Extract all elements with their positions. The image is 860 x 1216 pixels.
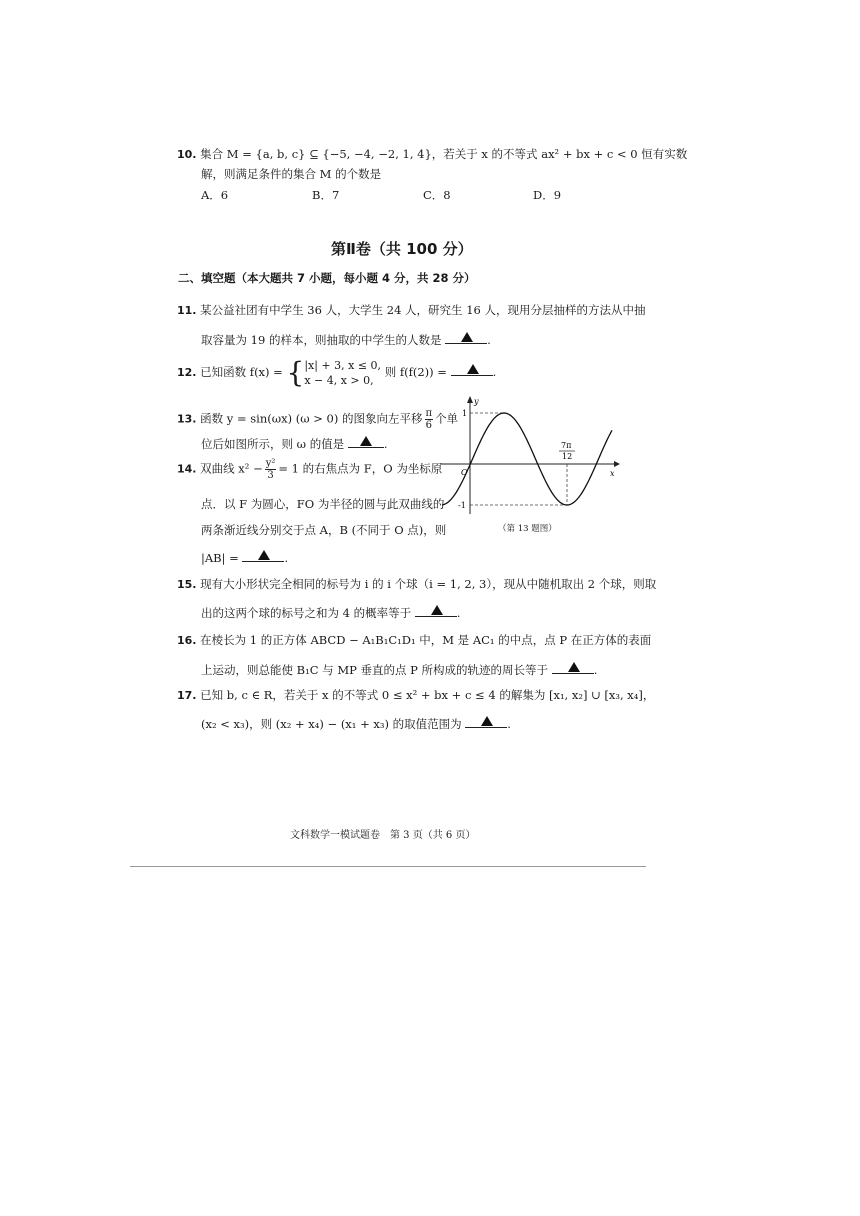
period: . [456, 606, 461, 620]
question-17 [177, 687, 654, 704]
page-footer: 文科数学一模试题卷 第 3 页（共 6 页） [290, 830, 476, 841]
triangle-icon [461, 332, 473, 342]
question-11 [177, 302, 646, 319]
question-text: 现有大小形状完全相同的标号为 i 的 i 个球（i = 1, 2, 3），现从中随机取出 2 个球，则取 [200, 577, 657, 591]
question-text: 出的这两个球的标号之和为 4 的概率等于 [201, 606, 412, 620]
period: . [593, 663, 598, 677]
question-number: 10. [177, 148, 197, 161]
question-10 [177, 146, 687, 163]
question-number: 14. [177, 462, 197, 476]
question-number: 17. [177, 689, 197, 702]
answer-blank[interactable] [242, 548, 284, 562]
question-text: 个单 [435, 411, 459, 426]
tick-label-numerator: 7π [561, 441, 572, 450]
y-axis-label: y [474, 397, 479, 406]
period: . [492, 365, 497, 379]
piecewise-cases [304, 358, 381, 388]
question-number: 12. [177, 366, 197, 379]
question-text: |AB| = [201, 551, 239, 565]
question-11-line2 [201, 330, 491, 348]
question-text: 解，则满足条件的集合 M 的个数是 [201, 167, 382, 181]
triangle-icon [258, 550, 270, 560]
question-10-line2 [201, 166, 381, 182]
brace-icon: { [286, 356, 305, 389]
figure-caption: （第 13 题图） [498, 524, 557, 534]
option-c: C．8 [423, 188, 451, 202]
bottom-divider [130, 866, 646, 867]
question-text: 则 f(f(2)) = [384, 365, 447, 379]
y-axis-arrow-icon [467, 396, 473, 403]
tick-label-denominator: 12 [562, 452, 573, 461]
question-14-line2: 点．以 F 为圆心，FO 为半径的圆与此双曲线的 [201, 497, 445, 511]
question-text: (x₂ < x₃)，则 (x₂ + x₄) − (x₁ + x₃) 的取值范围为 [201, 717, 462, 731]
answer-blank[interactable] [552, 660, 594, 674]
question-14-line4 [201, 548, 288, 566]
sine-graph [436, 394, 622, 520]
answer-blank[interactable] [445, 330, 487, 344]
answer-blank[interactable] [415, 603, 457, 617]
y-min-label: -1 [458, 501, 466, 510]
question-16 [177, 632, 651, 649]
question-number: 15. [177, 578, 197, 591]
question-text: 集合 M = {a, b, c} ⊆ {−5, −4, −2, 1, 4}，若关于 x 的不等式 ax² + bx + c < 0 恒有实数 [200, 147, 688, 161]
triangle-icon [568, 662, 580, 672]
option-a: A．6 [201, 188, 229, 202]
x-axis-label: x [610, 469, 615, 478]
question-number: 13. [177, 412, 197, 426]
section-title: 二、填空题（本大题共 7 小题，每小题 4 分，共 28 分） [178, 271, 476, 285]
triangle-icon [431, 605, 443, 615]
period: . [487, 333, 491, 347]
question-14-line3: 两条渐近线分别交于点 A，B (不同于 O 点)，则 [201, 523, 447, 537]
question-14 [177, 458, 442, 481]
sine-curve [442, 413, 612, 505]
y-max-label: 1 [462, 409, 468, 418]
x-axis-arrow-icon [614, 461, 620, 467]
period: . [284, 551, 289, 565]
question-15 [177, 576, 656, 593]
case-1: |x| + 3, x ≤ 0, [304, 359, 382, 372]
period: . [383, 437, 388, 451]
question-text: 取容量为 19 的样本，则抽取的中学生的人数是 [201, 333, 442, 347]
question-text: 函数 y = sin(ωx) (ω > 0) 的图象向左平移 [200, 411, 423, 426]
triangle-icon [467, 364, 479, 374]
fraction-denominator: 6 [425, 420, 432, 431]
fraction [265, 458, 277, 481]
question-15-line2 [201, 603, 460, 621]
triangle-icon [360, 436, 372, 446]
question-text: 上运动，则总能使 B₁C 与 MP 垂直的点 P 所构成的轨迹的周长等于 [201, 663, 549, 677]
question-17-line2 [201, 714, 511, 732]
question-text: 双曲线 x² − [200, 461, 263, 476]
part-title: 第Ⅱ卷（共 100 分） [331, 240, 473, 258]
question-text: 已知 b, c ∈ R，若关于 x 的不等式 0 ≤ x² + bx + c ≤ 4 的解集为 [x₁, x₂] ∪ [x₃, x₄]， [200, 688, 655, 702]
question-13 [177, 408, 458, 431]
question-number: 16. [177, 634, 197, 647]
option-d: D．9 [533, 188, 562, 202]
case-2: x − 4, x > 0, [304, 374, 374, 387]
fraction-numerator: y² [265, 458, 276, 469]
question-text: 某公益社团有中学生 36 人，大学生 24 人，研究生 16 人，现用分层抽样的方法从中抽 [200, 303, 646, 317]
question-text: 在棱长为 1 的正方体 ABCD − A₁B₁C₁D₁ 中，M 是 AC₁ 的中点，点 P 在正方体的表面 [200, 633, 652, 647]
fraction-denominator: 3 [267, 470, 274, 481]
question-16-line2 [201, 660, 597, 678]
answer-blank[interactable] [465, 714, 507, 728]
triangle-icon [481, 716, 493, 726]
question-text: = 1 的右焦点为 F，O 为坐标原 [278, 461, 443, 476]
question-number: 11. [177, 304, 197, 317]
question-13-line2 [201, 434, 388, 452]
fraction [425, 408, 434, 431]
answer-blank[interactable] [348, 434, 384, 448]
question-12 [177, 358, 496, 388]
fraction-numerator: π [425, 408, 433, 419]
question-text: 已知函数 f(x) = [200, 365, 283, 379]
option-b: B．7 [312, 188, 340, 202]
answer-blank[interactable] [451, 362, 493, 376]
question-text: 位后如图所示，则 ω 的值是 [201, 437, 345, 451]
period: . [507, 717, 511, 731]
origin-label: O [461, 468, 468, 477]
